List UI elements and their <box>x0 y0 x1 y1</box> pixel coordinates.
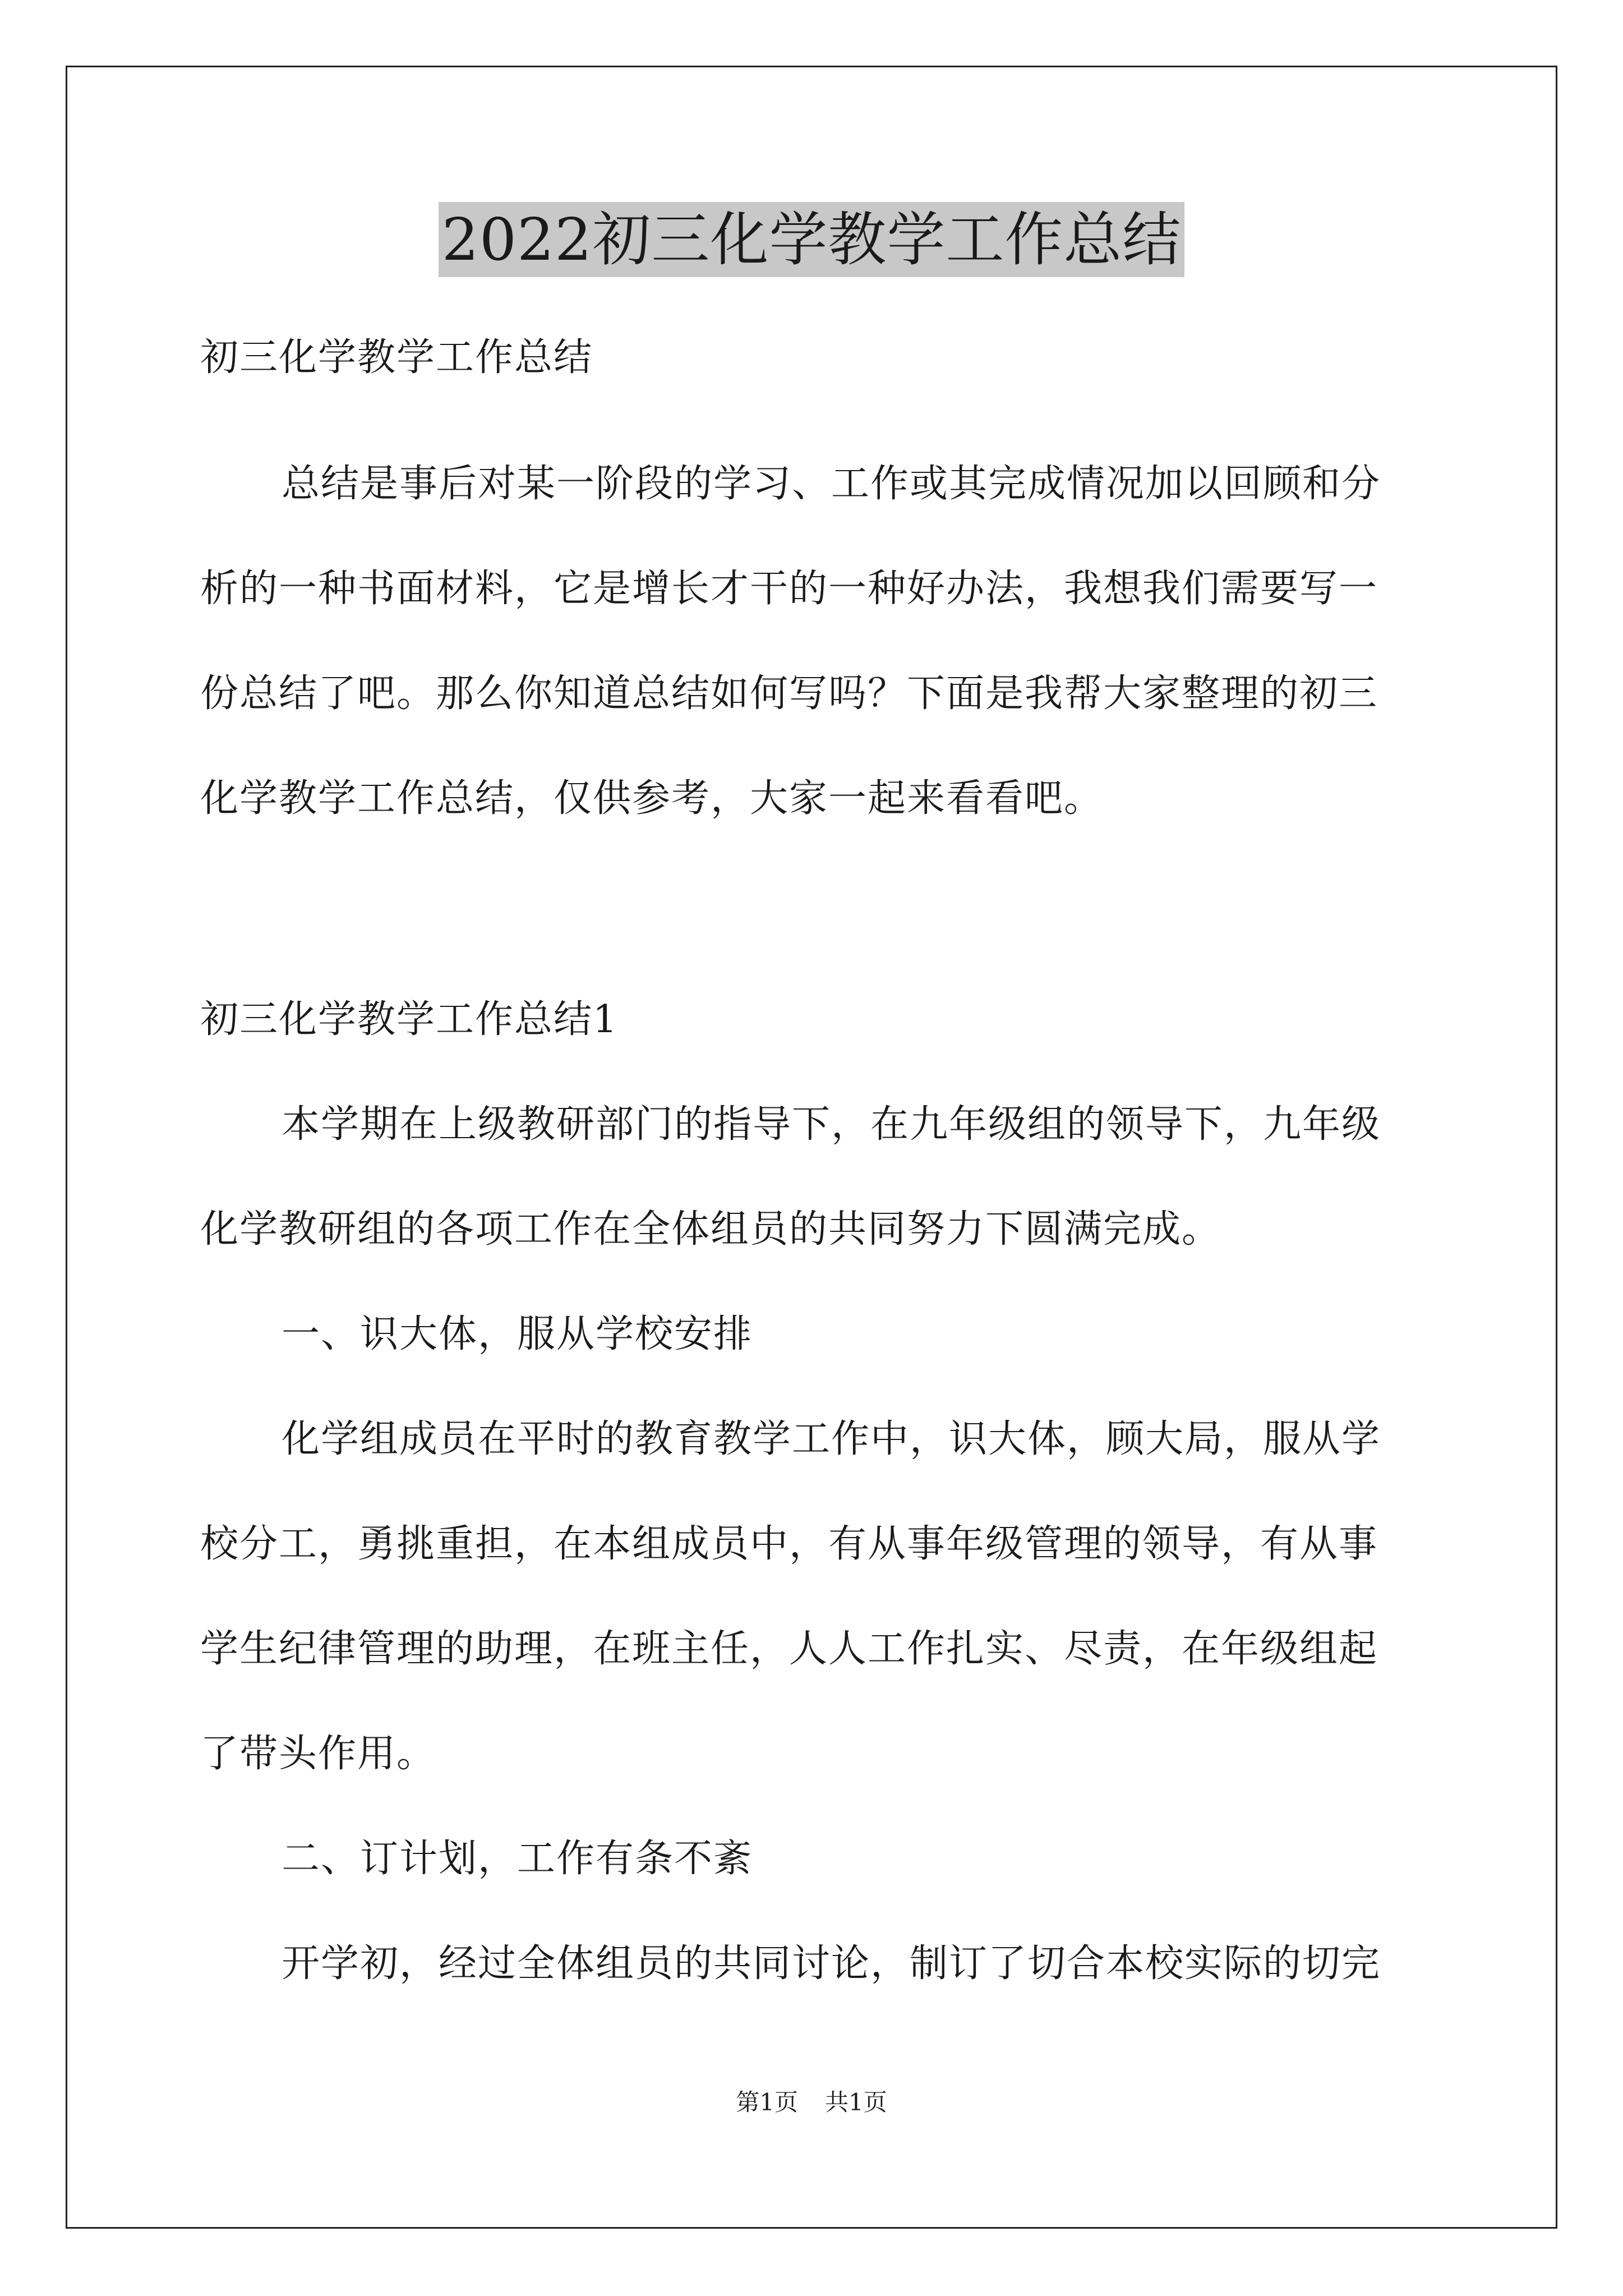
subsection-1-paragraph-line-2: 校分工，勇挑重担，在本组成员中，有从事年级管理的领导，有从事 <box>200 1522 1378 1566</box>
document-title <box>0 202 1623 277</box>
section-heading-1: 初三化学教学工作总结1 <box>200 997 619 1042</box>
subsection-1-paragraph-line-3: 学生纪律管理的助理，在班主任，人人工作扎实、尽责，在年级组起 <box>200 1627 1378 1671</box>
section-1-paragraph-line-1: 本学期在上级教研部门的指导下，在九年级组的领导下，九年级 <box>282 1102 1381 1147</box>
intro-paragraph-line-1: 总结是事后对某一阶段的学习、工作或其完成情况加以回顾和分 <box>282 462 1381 506</box>
subsection-1-paragraph-line-1: 化学组成员在平时的教育教学工作中，识大体，顾大局，服从学 <box>282 1417 1381 1461</box>
subsection-1-paragraph-line-4: 了带头作用。 <box>200 1732 436 1776</box>
page-footer <box>0 2087 1623 2118</box>
subtitle-line: 初三化学教学工作总结 <box>200 335 593 380</box>
subheading-2: 二、订计划，工作有条不紊 <box>282 1837 753 1881</box>
intro-paragraph-line-4: 化学教学工作总结，仅供参考，大家一起来看看吧。 <box>200 776 1104 821</box>
page-total: 共1页 <box>825 2088 887 2116</box>
intro-paragraph-line-2: 析的一种书面材料，它是增长才干的一种好办法，我想我们需要写一 <box>200 567 1378 611</box>
intro-paragraph-line-3: 份总结了吧。那么你知道总结如何写吗？下面是我帮大家整理的初三 <box>200 671 1378 716</box>
section-1-paragraph-line-2: 化学教研组的各项工作在全体组员的共同努力下圆满完成。 <box>200 1207 1221 1251</box>
document-title-text: 2022初三化学教学工作总结 <box>439 202 1185 277</box>
subsection-2-paragraph-line-1: 开学初，经过全体组员的共同讨论，制订了切合本校实际的切完 <box>282 1941 1381 1986</box>
subheading-1: 一、识大体，服从学校安排 <box>282 1312 753 1356</box>
page-number: 第1页 <box>736 2088 798 2116</box>
